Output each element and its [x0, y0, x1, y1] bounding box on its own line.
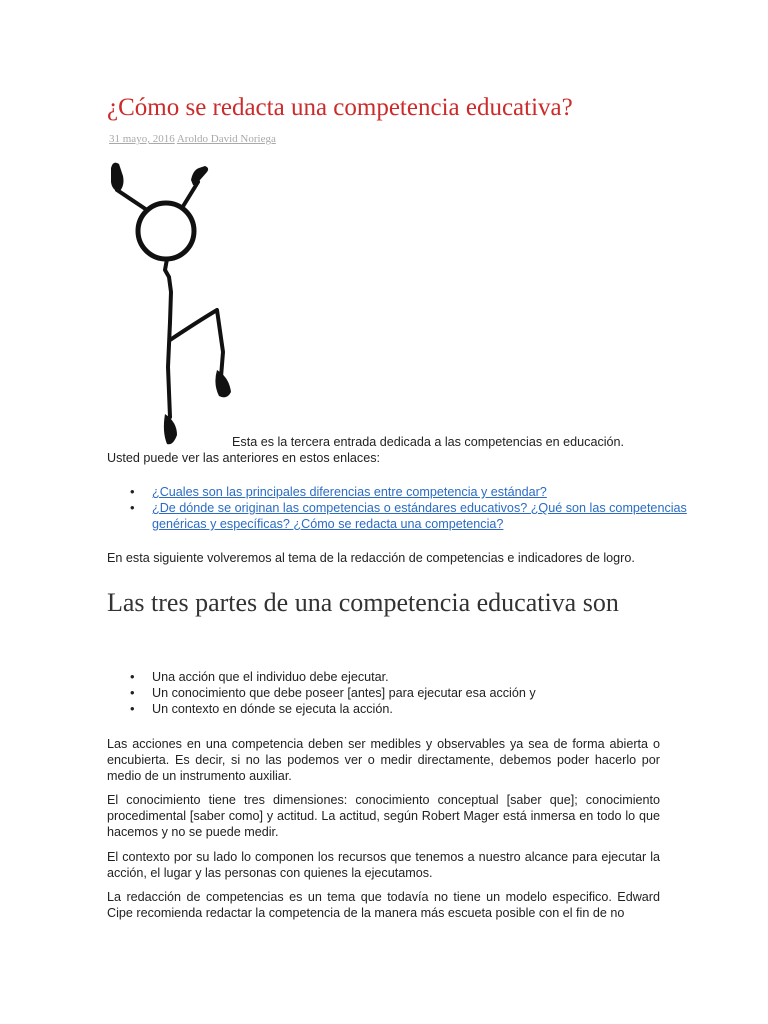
post-author-link[interactable]: Aroldo David Noriega: [176, 133, 276, 145]
section-heading: Las tres partes de una competencia educativa son: [107, 588, 619, 617]
post-title: ¿Cómo se redacta una competencia educativa?: [107, 94, 573, 121]
competency-parts-list: [107, 669, 692, 717]
post-meta: [109, 133, 276, 145]
paragraph-acciones: Las acciones en una competencia deben ser medibles y observables ya sea de forma abierta o encubierta. Es decir, si no las podemos ver o medir directamente, debemos poder hacerlo por medio de un instrumento auxiliar.: [107, 737, 660, 783]
link-diferencias-competencia-estandar[interactable]: ¿Cuales son las principales diferencias entre competencia y estándar?: [152, 485, 547, 499]
link-origen-competencias[interactable]: ¿De dónde se originan las competencias o estándares educativos? ¿Qué son las competencias genéricas y específicas? ¿Cómo se redacta una competencia?: [152, 501, 687, 531]
list-item: • Una acción que el individuo debe ejecutar.: [152, 669, 692, 685]
stick-figure-illustration: [107, 152, 237, 452]
intro-line-1: Esta es la tercera entrada dedicada a las competencias en educación.: [232, 435, 625, 449]
paragraph-next-topic: En esta siguiente volveremos al tema de la redacción de competencias e indicadores de logro.: [107, 551, 635, 565]
list-item: • Un contexto en dónde se ejecuta la acción.: [152, 701, 692, 717]
paragraph-contexto: El contexto por su lado lo componen los recursos que tenemos a nuestro alcance para ejecutar la acción, el lugar y las personas con quienes la ejecutamos.: [107, 850, 660, 880]
intro-text: [107, 434, 662, 466]
list-item: [152, 500, 692, 532]
list-item: [152, 484, 692, 500]
paragraph-redaccion: La redacción de competencias es un tema que todavía no tiene un modelo especifico. Edward Cipe recomienda redactar la competencia de la manera más escueta posible con el fin de no: [107, 890, 660, 920]
paragraph-conocimiento: El conocimiento tiene tres dimensiones: conocimiento conceptual [saber que]; conocimiento procedimental [saber como] y actitud. La actitud, según Robert Mager está inmersa en todo lo que hacemos y no se puede medir.: [107, 793, 660, 839]
previous-posts-list: [107, 484, 692, 532]
post-date-link[interactable]: 31 mayo, 2016: [109, 133, 175, 145]
list-item: • Un conocimiento que debe poseer [antes] para ejecutar esa acción y: [152, 685, 692, 701]
intro-line-2: Usted puede ver las anteriores en estos enlaces:: [107, 451, 381, 465]
